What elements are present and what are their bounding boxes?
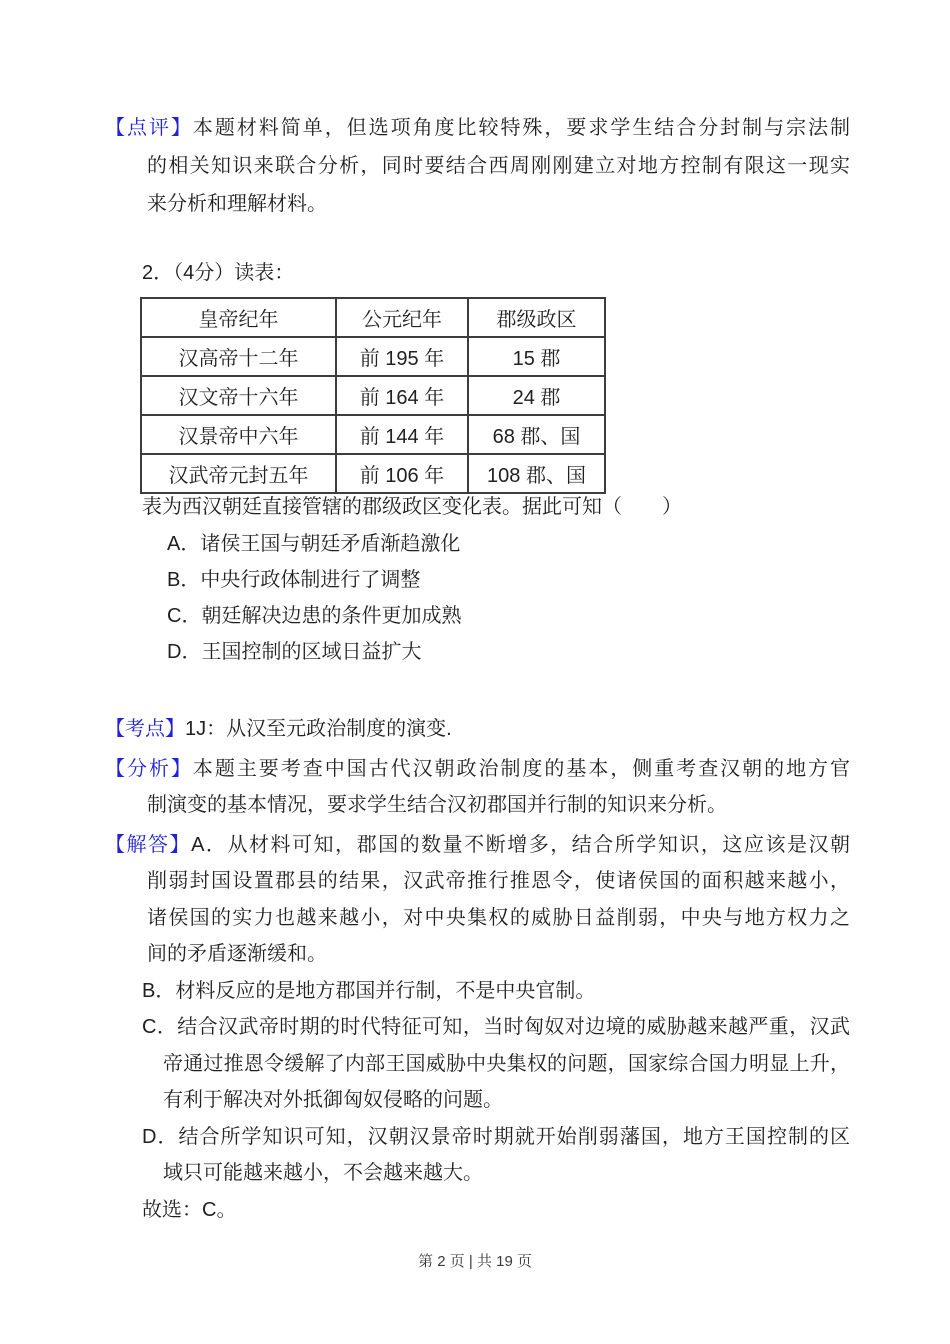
text-line: C．结合汉武帝时期的时代特征可知，当时匈奴对边境的威胁越来越严重，汉武 [142,1016,850,1038]
comment-block [105,109,850,223]
text-line: 域只可能越来越小，不会越来越大。 [163,1162,483,1184]
table-cell: 前 144 年 [336,415,468,454]
table-cell: 108 郡、国 [468,454,605,493]
conclusion-text: 故选：C。 [142,1198,237,1221]
question-stem: 表为西汉朝廷直接管辖的郡级政区变化表。据此可知（ ） [142,496,682,518]
text-line: 【点评】本题材料简单，但选项角度比较特殊，要求学生结合分封制与宗法制 [105,117,851,139]
text-line: 的相关知识来联合分析，同时要结合西周刚刚建立对地方控制有限这一现实 [147,155,850,177]
table-cell: 前 164 年 [336,376,468,415]
option-item: D．王国控制的区域日益扩大 [167,641,422,663]
text-line: D．结合所学知识可知，汉朝汉景帝时期就开始削弱藩国，地方王国控制的区 [142,1125,850,1148]
table-cell: 汉武帝元封五年 [141,454,336,493]
jieda-block [105,827,850,973]
explanation-d [105,1119,850,1192]
text-line: 【考点】1J：从汉至元政治制度的演变. [105,718,452,740]
section-label: 【解答】 [105,833,192,856]
question-data-table [140,297,606,494]
table-cell: 汉景帝中六年 [141,415,336,454]
section-label: 【分析】 [105,757,193,780]
text-line: 制演变的基本情况，要求学生结合汉初郡国并行制的知识来分析。 [147,794,727,816]
table-header-cell: 郡级政区 [468,298,605,337]
explanation-b [105,973,850,1010]
section-label: 【点评】 [105,117,193,139]
question-heading: 2．（4分）读表： [142,262,295,284]
text-line: 【分析】本题主要考查中国古代汉朝政治制度的基本，侧重考查汉朝的地方官 [105,757,851,780]
table-cell: 前 195 年 [336,337,468,376]
option-item: C．朝廷解决边患的条件更加成熟 [167,605,462,627]
table-header-cell: 公元纪年 [336,298,468,337]
section-label: 【考点】 [105,718,185,740]
conclusion-wrap [105,1192,850,1229]
text-line: 有利于解决对外抵御匈奴侵略的问题。 [163,1089,503,1111]
table-row [141,337,605,376]
table-cell: 汉文帝十六年 [141,376,336,415]
page-footer: 第 2 页 | 共 19 页 [418,1253,532,1270]
table-header-cell: 皇帝纪年 [141,298,336,337]
table-cell: 汉高帝十二年 [141,337,336,376]
text-line: B．材料反应的是地方郡国并行制，不是中央官制。 [142,979,596,1002]
table-row [141,376,605,415]
table-cell: 24 郡 [468,376,605,415]
text-line: 削弱封国设置郡县的结果，汉武帝推行推恩令，使诸侯国的面积越来越小， [147,870,850,892]
option-item: B．中央行政体制进行了调整 [167,569,421,591]
table-header-row [141,298,605,337]
table-row [141,415,605,454]
explanation-c [105,1009,850,1119]
text-line: 帝通过推恩令缓解了内部王国威胁中央集权的问题，国家综合国力明显上升， [163,1052,850,1075]
kaodian-block [105,711,850,748]
table-cell: 15 郡 [468,337,605,376]
fenxi-block [105,751,850,824]
text-line: 【解答】A．从材料可知，郡国的数量不断增多，结合所学知识，这应该是汉朝 [105,833,850,856]
text-line: 诸侯国的实力也越来越小，对中央集权的威胁日益削弱，中央与地方权力之 [147,906,850,929]
table-cell: 前 106 年 [336,454,468,493]
option-item: A．诸侯王国与朝廷矛盾渐趋激化 [167,533,461,555]
text-line: 间的矛盾逐渐缓和。 [147,943,327,965]
table-cell: 68 郡、国 [468,415,605,454]
table-row [141,454,605,493]
options-list [105,526,850,670]
text-line: 来分析和理解材料。 [147,193,327,215]
